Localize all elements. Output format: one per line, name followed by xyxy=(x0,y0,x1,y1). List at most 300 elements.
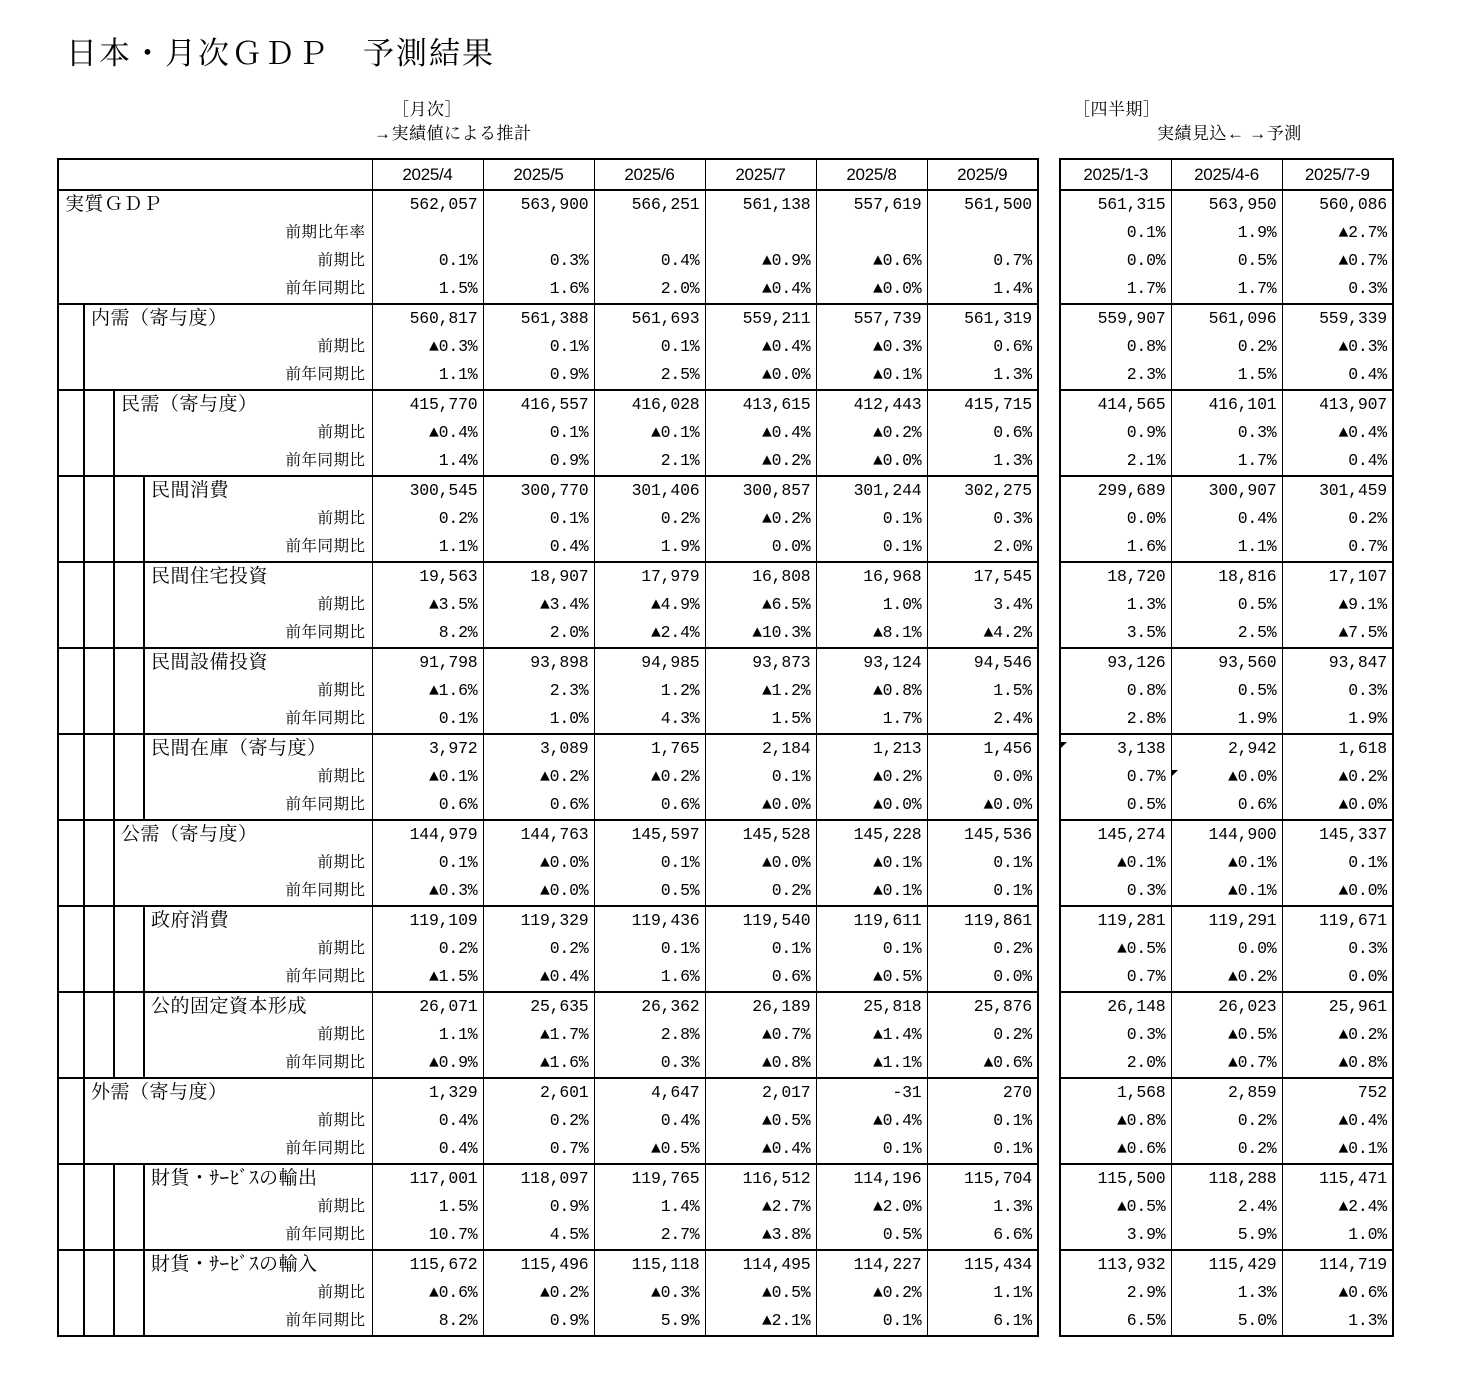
corner-cell xyxy=(58,159,372,190)
row-subheading-cell xyxy=(58,505,372,533)
cell-2025/5: 144,763 xyxy=(483,820,594,849)
row-sublabel: 前期比 xyxy=(317,854,366,871)
table-row xyxy=(1060,447,1393,476)
cell-2025/7: ▲0.7% xyxy=(705,1021,816,1049)
row-subheading-cell xyxy=(58,247,372,275)
cell-2025/7-9: 559,339 xyxy=(1282,304,1393,333)
cell-2025/1-3: 0.8% xyxy=(1060,333,1171,361)
cell-2025/7-9: ▲0.2% xyxy=(1282,763,1393,791)
cell-2025/1-3: 18,720 xyxy=(1060,562,1171,591)
cell-2025/1-3: 2.3% xyxy=(1060,361,1171,390)
row-subheading-cell xyxy=(58,1307,372,1336)
cell-2025/7: ▲0.0% xyxy=(705,791,816,820)
cell-2025/9: 1.3% xyxy=(927,447,1038,476)
cell-2025/5: 3,089 xyxy=(483,734,594,763)
cell-2025/9: 1.3% xyxy=(927,1193,1038,1221)
cell-2025/4: 10.7% xyxy=(372,1221,483,1250)
cell-comment-marker xyxy=(1060,742,1067,749)
row-label: 財貨・ｻｰﾋﾞｽの輸入 xyxy=(151,1254,318,1275)
cell-2025/4: ▲1.5% xyxy=(372,963,483,992)
cell-2025/8: 1,213 xyxy=(816,734,927,763)
row-sublabel: 前年同期比 xyxy=(285,710,366,727)
row-heading-cell xyxy=(58,190,372,219)
cell-2025/5: ▲1.7% xyxy=(483,1021,594,1049)
cell-2025/7: ▲0.5% xyxy=(705,1107,816,1135)
table-row xyxy=(1060,648,1393,677)
cell-2025/8: ▲0.2% xyxy=(816,763,927,791)
cell-2025/4-6: 0.5% xyxy=(1171,247,1282,275)
table-row xyxy=(1060,361,1393,390)
cell-2025/7: 145,528 xyxy=(705,820,816,849)
cell-2025/8: ▲0.2% xyxy=(816,419,927,447)
row-sublabel: 前年同期比 xyxy=(285,882,366,899)
cell-2025/5: 1.0% xyxy=(483,705,594,734)
cell-2025/7: ▲6.5% xyxy=(705,591,816,619)
cell-2025/7-9: 1,618 xyxy=(1282,734,1393,763)
cell-2025/1-3: ▲0.1% xyxy=(1060,849,1171,877)
row-subheading-cell xyxy=(58,935,372,963)
row-label: 民間設備投資 xyxy=(151,652,269,673)
cell-2025/4: 0.1% xyxy=(372,705,483,734)
cell-2025/1-3: 0.7% xyxy=(1060,763,1171,791)
cell-2025/4-6: 0.6% xyxy=(1171,791,1282,820)
row-subheading-cell xyxy=(58,333,372,361)
cell-2025/6: 5.9% xyxy=(594,1307,705,1336)
table-row xyxy=(58,333,1038,361)
cell-2025/7: ▲2.1% xyxy=(705,1307,816,1336)
cell-2025/4 xyxy=(372,219,483,247)
cell-2025/9: 270 xyxy=(927,1078,1038,1107)
cell-2025/5: ▲0.0% xyxy=(483,877,594,906)
row-heading-cell xyxy=(58,820,372,849)
table-row xyxy=(1060,190,1393,219)
cell-2025/5: 0.2% xyxy=(483,1107,594,1135)
cell-2025/8: ▲0.0% xyxy=(816,447,927,476)
row-sublabel: 前期比 xyxy=(317,1198,366,1215)
cell-2025/4-6: ▲0.7% xyxy=(1171,1049,1282,1078)
table-row xyxy=(58,1307,1038,1336)
row-sublabel: 前年同期比 xyxy=(285,538,366,555)
cell-2025/5: 18,907 xyxy=(483,562,594,591)
cell-2025/8: ▲0.3% xyxy=(816,333,927,361)
cell-2025/9: 0.6% xyxy=(927,333,1038,361)
cell-2025/4: 560,817 xyxy=(372,304,483,333)
cell-2025/7: ▲3.8% xyxy=(705,1221,816,1250)
cell-2025/7: 561,138 xyxy=(705,190,816,219)
table-row xyxy=(58,505,1038,533)
cell-2025/9: 6.6% xyxy=(927,1221,1038,1250)
cell-2025/9: 1.3% xyxy=(927,361,1038,390)
row-heading-cell xyxy=(58,1250,372,1279)
cell-2025/5: 2.3% xyxy=(483,677,594,705)
cell-2025/4-6: 1.1% xyxy=(1171,533,1282,562)
table-row xyxy=(1060,734,1393,763)
cell-2025/8: 0.5% xyxy=(816,1221,927,1250)
cell-2025/6: 0.4% xyxy=(594,1107,705,1135)
row-label: 外需（寄与度） xyxy=(91,1082,228,1103)
cell-2025/4-6: 1.7% xyxy=(1171,275,1282,304)
cell-2025/5: 0.2% xyxy=(483,935,594,963)
table-row xyxy=(58,476,1038,505)
indent-guide-line xyxy=(143,1163,145,1335)
cell-2025/6: 119,765 xyxy=(594,1164,705,1193)
table-row xyxy=(58,219,1038,247)
cell-2025/9: 561,319 xyxy=(927,304,1038,333)
cell-2025/7-9: 0.7% xyxy=(1282,533,1393,562)
cell-2025/1-3: 1,568 xyxy=(1060,1078,1171,1107)
cell-2025/6: 26,362 xyxy=(594,992,705,1021)
table-row xyxy=(58,1164,1038,1193)
cell-2025/7: 300,857 xyxy=(705,476,816,505)
cell-2025/4-6: 93,560 xyxy=(1171,648,1282,677)
cell-2025/1-3: 1.7% xyxy=(1060,275,1171,304)
cell-2025/4: ▲0.6% xyxy=(372,1279,483,1307)
cell-2025/1-3: 299,689 xyxy=(1060,476,1171,505)
row-label: 内需（寄与度） xyxy=(91,308,228,329)
cell-2025/4: 1.1% xyxy=(372,361,483,390)
cell-2025/4-6: 0.5% xyxy=(1171,591,1282,619)
cell-2025/7: 1.5% xyxy=(705,705,816,734)
cell-2025/6: 145,597 xyxy=(594,820,705,849)
cell-2025/4: 0.1% xyxy=(372,247,483,275)
cell-2025/6: 4,647 xyxy=(594,1078,705,1107)
column-header-2025/5: 2025/5 xyxy=(483,159,594,190)
row-sublabel: 前年同期比 xyxy=(285,452,366,469)
table-row xyxy=(1060,1193,1393,1221)
cell-2025/4: ▲0.3% xyxy=(372,333,483,361)
row-heading-cell xyxy=(58,734,372,763)
cell-2025/1-3: 6.5% xyxy=(1060,1307,1171,1336)
table-row xyxy=(58,963,1038,992)
table-row xyxy=(1060,304,1393,333)
cell-2025/6: 0.5% xyxy=(594,877,705,906)
cell-2025/8: ▲0.0% xyxy=(816,275,927,304)
table-row xyxy=(1060,591,1393,619)
cell-2025/5: 0.4% xyxy=(483,533,594,562)
cell-2025/6: 2.8% xyxy=(594,1021,705,1049)
cell-2025/5: 0.1% xyxy=(483,505,594,533)
row-subheading-cell xyxy=(58,619,372,648)
table-row xyxy=(58,361,1038,390)
row-label: 財貨・ｻｰﾋﾞｽの輸出 xyxy=(151,1168,318,1189)
table-row xyxy=(1060,1049,1393,1078)
table-row xyxy=(1060,849,1393,877)
table-row xyxy=(1060,333,1393,361)
cell-2025/4-6: 0.2% xyxy=(1171,333,1282,361)
row-subheading-cell xyxy=(58,533,372,562)
row-heading-cell xyxy=(58,562,372,591)
cell-2025/7-9: 1.3% xyxy=(1282,1307,1393,1336)
row-sublabel: 前期比 xyxy=(317,510,366,527)
cell-2025/6: 1.9% xyxy=(594,533,705,562)
cell-2025/9: 6.1% xyxy=(927,1307,1038,1336)
cell-2025/7-9: 413,907 xyxy=(1282,390,1393,419)
cell-2025/7-9: ▲0.0% xyxy=(1282,791,1393,820)
cell-2025/7: ▲0.9% xyxy=(705,247,816,275)
cell-2025/4-6: 0.2% xyxy=(1171,1135,1282,1164)
cell-2025/4-6: 563,950 xyxy=(1171,190,1282,219)
cell-2025/1-3: 93,126 xyxy=(1060,648,1171,677)
row-sublabel: 前期比 xyxy=(317,682,366,699)
cell-2025/7: 26,189 xyxy=(705,992,816,1021)
row-subheading-cell xyxy=(58,705,372,734)
cell-2025/4-6: 119,291 xyxy=(1171,906,1282,935)
table-row xyxy=(1060,705,1393,734)
cell-2025/4: 0.1% xyxy=(372,849,483,877)
cell-2025/4: 0.4% xyxy=(372,1135,483,1164)
cell-2025/8: 119,611 xyxy=(816,906,927,935)
row-sublabel: 前年同期比 xyxy=(285,280,366,297)
cell-2025/6: 566,251 xyxy=(594,190,705,219)
cell-2025/5: 563,900 xyxy=(483,190,594,219)
cell-2025/4: 119,109 xyxy=(372,906,483,935)
table-row xyxy=(1060,1078,1393,1107)
table-row xyxy=(1060,1221,1393,1250)
cell-2025/9: 0.1% xyxy=(927,849,1038,877)
cell-2025/1-3: 1.3% xyxy=(1060,591,1171,619)
cell-2025/4-6: 1.3% xyxy=(1171,1279,1282,1307)
cell-2025/5: 4.5% xyxy=(483,1221,594,1250)
cell-2025/7-9: ▲0.4% xyxy=(1282,1107,1393,1135)
table-row xyxy=(58,877,1038,906)
quarterly-header-row xyxy=(1060,159,1393,190)
cell-2025/6: ▲0.1% xyxy=(594,419,705,447)
cell-2025/4: 26,071 xyxy=(372,992,483,1021)
cell-2025/1-3: ▲0.6% xyxy=(1060,1135,1171,1164)
cell-2025/7: 116,512 xyxy=(705,1164,816,1193)
cell-2025/7-9: ▲0.3% xyxy=(1282,333,1393,361)
cell-2025/1-3: 3.5% xyxy=(1060,619,1171,648)
table-row xyxy=(1060,992,1393,1021)
cell-2025/9: 145,536 xyxy=(927,820,1038,849)
cell-2025/6: ▲0.2% xyxy=(594,763,705,791)
row-label: 民間在庫（寄与度） xyxy=(151,738,327,759)
cell-2025/7: 559,211 xyxy=(705,304,816,333)
cell-2025/1-3: 0.3% xyxy=(1060,1021,1171,1049)
table-row xyxy=(58,1250,1038,1279)
cell-2025/5: ▲0.2% xyxy=(483,763,594,791)
cell-2025/7-9: 301,459 xyxy=(1282,476,1393,505)
row-subheading-cell xyxy=(58,849,372,877)
cell-2025/7-9: ▲9.1% xyxy=(1282,591,1393,619)
table-row xyxy=(1060,1279,1393,1307)
cell-2025/8: 0.1% xyxy=(816,505,927,533)
cell-2025/4: 1.1% xyxy=(372,533,483,562)
cell-2025/4: ▲1.6% xyxy=(372,677,483,705)
indent-guide-line xyxy=(113,389,115,1077)
cell-2025/9: 94,546 xyxy=(927,648,1038,677)
cell-2025/5: ▲1.6% xyxy=(483,1049,594,1078)
cell-2025/1-3: 2.0% xyxy=(1060,1049,1171,1078)
cell-2025/6: 0.1% xyxy=(594,935,705,963)
page-title: 日本・月次ＧＤＰ 予測結果 xyxy=(66,36,495,71)
table-row xyxy=(58,677,1038,705)
cell-2025/7: 0.0% xyxy=(705,533,816,562)
cell-2025/9: 0.7% xyxy=(927,247,1038,275)
cell-2025/1-3: 0.3% xyxy=(1060,877,1171,906)
cell-2025/5: ▲0.0% xyxy=(483,849,594,877)
cell-2025/9: 0.1% xyxy=(927,1107,1038,1135)
cell-2025/7-9: ▲0.4% xyxy=(1282,419,1393,447)
table-row xyxy=(58,591,1038,619)
cell-2025/6: 1.2% xyxy=(594,677,705,705)
cell-2025/6: 0.1% xyxy=(594,333,705,361)
cell-2025/8: ▲0.2% xyxy=(816,1279,927,1307)
cell-2025/4: 117,001 xyxy=(372,1164,483,1193)
row-label: 民需（寄与度） xyxy=(121,394,258,415)
cell-2025/1-3: 1.6% xyxy=(1060,533,1171,562)
row-sublabel: 前期比 xyxy=(317,1112,366,1129)
cell-2025/4: 0.2% xyxy=(372,505,483,533)
table-row xyxy=(1060,533,1393,562)
table-row xyxy=(1060,763,1393,791)
column-header-2025/1-3: 2025/1-3 xyxy=(1060,159,1171,190)
cell-2025/4-6: 5.0% xyxy=(1171,1307,1282,1336)
table-row xyxy=(1060,1164,1393,1193)
cell-2025/6: ▲4.9% xyxy=(594,591,705,619)
table-row xyxy=(1060,877,1393,906)
cell-2025/4-6: 5.9% xyxy=(1171,1221,1282,1250)
cell-2025/7: 119,540 xyxy=(705,906,816,935)
table-row xyxy=(1060,476,1393,505)
cell-2025/7: ▲0.4% xyxy=(705,333,816,361)
cell-2025/6: 0.4% xyxy=(594,247,705,275)
cell-2025/4: 415,770 xyxy=(372,390,483,419)
cell-2025/8: ▲1.4% xyxy=(816,1021,927,1049)
column-header-2025/6: 2025/6 xyxy=(594,159,705,190)
row-sublabel: 前期比 xyxy=(317,338,366,355)
table-row xyxy=(58,935,1038,963)
table-row xyxy=(1060,1307,1393,1336)
quarterly-note-caption: 実績見込← →予測 xyxy=(1157,124,1302,143)
cell-2025/9: 302,275 xyxy=(927,476,1038,505)
cell-2025/8: 114,196 xyxy=(816,1164,927,1193)
cell-2025/4-6: 18,816 xyxy=(1171,562,1282,591)
cell-2025/7 xyxy=(705,219,816,247)
cell-2025/8: ▲0.1% xyxy=(816,849,927,877)
cell-2025/7: ▲0.2% xyxy=(705,505,816,533)
cell-2025/6: ▲0.3% xyxy=(594,1279,705,1307)
column-header-2025/7: 2025/7 xyxy=(705,159,816,190)
cell-2025/1-3: 3,138 xyxy=(1060,734,1171,763)
row-sublabel: 前年同期比 xyxy=(285,1054,366,1071)
cell-2025/6: ▲0.5% xyxy=(594,1135,705,1164)
indent-guide-line xyxy=(83,303,85,1335)
table-row xyxy=(58,304,1038,333)
table-row xyxy=(1060,791,1393,820)
cell-2025/9: 2.4% xyxy=(927,705,1038,734)
cell-2025/6: 2.0% xyxy=(594,275,705,304)
table-row xyxy=(1060,935,1393,963)
cell-2025/7: 93,873 xyxy=(705,648,816,677)
row-subheading-cell xyxy=(58,1221,372,1250)
cell-2025/5: 118,097 xyxy=(483,1164,594,1193)
cell-2025/7-9: 114,719 xyxy=(1282,1250,1393,1279)
cell-2025/6: 0.2% xyxy=(594,505,705,533)
cell-2025/4-6: 0.2% xyxy=(1171,1107,1282,1135)
cell-2025/4-6: 0.3% xyxy=(1171,419,1282,447)
cell-2025/5: 2.0% xyxy=(483,619,594,648)
row-heading-cell xyxy=(58,906,372,935)
cell-2025/7: ▲10.3% xyxy=(705,619,816,648)
cell-2025/7: 114,495 xyxy=(705,1250,816,1279)
cell-2025/4: ▲0.9% xyxy=(372,1049,483,1078)
cell-2025/4-6: 1.9% xyxy=(1171,219,1282,247)
cell-2025/1-3: 26,148 xyxy=(1060,992,1171,1021)
monthly-table xyxy=(57,158,1039,1337)
cell-2025/7: ▲0.8% xyxy=(705,1049,816,1078)
cell-2025/8: 25,818 xyxy=(816,992,927,1021)
cell-2025/9: 2.0% xyxy=(927,533,1038,562)
cell-2025/7: ▲0.2% xyxy=(705,447,816,476)
cell-2025/4: 1,329 xyxy=(372,1078,483,1107)
cell-2025/7: 2,184 xyxy=(705,734,816,763)
table-row xyxy=(1060,906,1393,935)
cell-2025/4: 1.4% xyxy=(372,447,483,476)
cell-2025/9: 1,456 xyxy=(927,734,1038,763)
cell-2025/5: 93,898 xyxy=(483,648,594,677)
cell-2025/6: 1,765 xyxy=(594,734,705,763)
cell-2025/8: ▲0.6% xyxy=(816,247,927,275)
table-row xyxy=(1060,619,1393,648)
cell-2025/1-3: 113,932 xyxy=(1060,1250,1171,1279)
cell-2025/7: ▲1.2% xyxy=(705,677,816,705)
row-sublabel: 前年同期比 xyxy=(285,796,366,813)
cell-2025/4-6: 0.5% xyxy=(1171,677,1282,705)
cell-2025/4-6: 0.0% xyxy=(1171,935,1282,963)
cell-2025/9: 0.2% xyxy=(927,1021,1038,1049)
cell-2025/4: 8.2% xyxy=(372,1307,483,1336)
row-label: 民間住宅投資 xyxy=(151,566,269,587)
row-heading-cell xyxy=(58,476,372,505)
row-sublabel: 前期比 xyxy=(317,1284,366,1301)
cell-2025/7-9: 0.4% xyxy=(1282,447,1393,476)
cell-2025/6: 94,985 xyxy=(594,648,705,677)
cell-2025/7-9: ▲0.6% xyxy=(1282,1279,1393,1307)
cell-2025/5: 115,496 xyxy=(483,1250,594,1279)
cell-2025/5: 1.6% xyxy=(483,275,594,304)
cell-2025/6: 2.5% xyxy=(594,361,705,390)
row-sublabel: 前期比 xyxy=(317,768,366,785)
row-heading-cell xyxy=(58,1164,372,1193)
cell-2025/4: 144,979 xyxy=(372,820,483,849)
row-sublabel: 前期比 xyxy=(317,1026,366,1043)
row-sublabel: 前年同期比 xyxy=(285,1140,366,1157)
cell-2025/1-3: 559,907 xyxy=(1060,304,1171,333)
cell-2025/4: 19,563 xyxy=(372,562,483,591)
row-subheading-cell xyxy=(58,361,372,390)
cell-2025/7-9: ▲0.0% xyxy=(1282,877,1393,906)
cell-2025/5: 119,329 xyxy=(483,906,594,935)
table-row xyxy=(1060,677,1393,705)
cell-2025/6: 115,118 xyxy=(594,1250,705,1279)
row-label: 民間消費 xyxy=(151,480,230,501)
table-row xyxy=(58,1279,1038,1307)
row-sublabel: 前年同期比 xyxy=(285,1312,366,1329)
cell-2025/7: 413,615 xyxy=(705,390,816,419)
cell-2025/1-3: 2.8% xyxy=(1060,705,1171,734)
cell-2025/5: ▲0.4% xyxy=(483,963,594,992)
cell-2025/7-9: 17,107 xyxy=(1282,562,1393,591)
cell-2025/9: 25,876 xyxy=(927,992,1038,1021)
cell-2025/7-9: 0.2% xyxy=(1282,505,1393,533)
cell-2025/4-6: ▲0.2% xyxy=(1171,963,1282,992)
cell-2025/8: 557,739 xyxy=(816,304,927,333)
indent-guide-line xyxy=(143,475,145,819)
cell-2025/8: 0.1% xyxy=(816,533,927,562)
cell-2025/4: ▲0.4% xyxy=(372,419,483,447)
cell-2025/5: ▲0.2% xyxy=(483,1279,594,1307)
